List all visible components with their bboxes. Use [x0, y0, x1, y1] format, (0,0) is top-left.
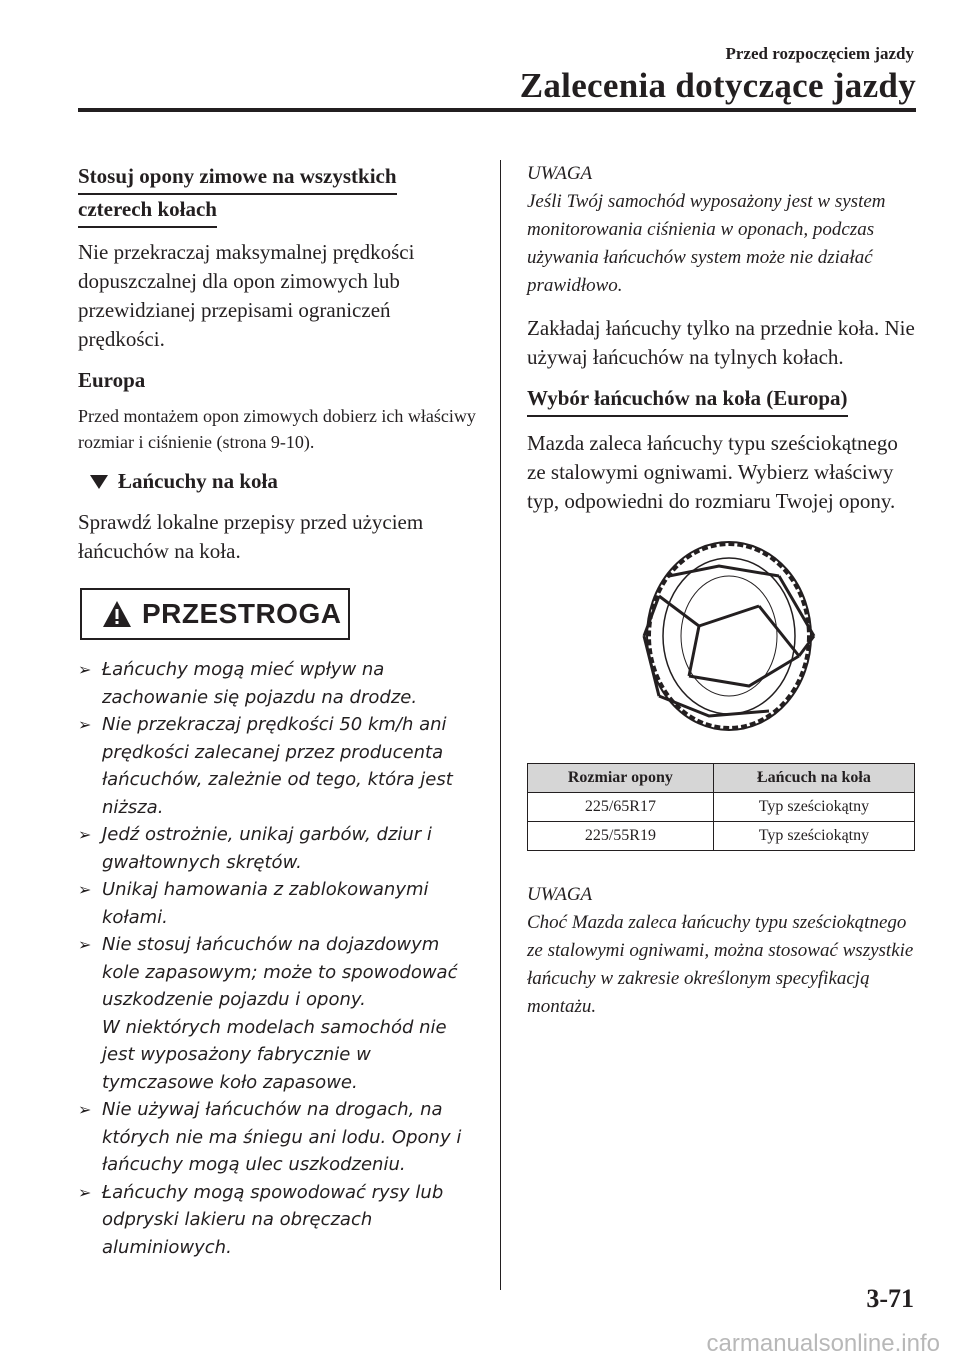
- page-number: 3-71: [866, 1284, 914, 1313]
- triangle-bullet-icon: [90, 475, 108, 489]
- chains-paragraph: Sprawdź lokalne przepisy przed użyciem łańcuchów na koła.: [78, 510, 424, 563]
- table-cell: Typ sześciokątny: [713, 822, 914, 851]
- note-text: Choć Mazda zaleca łańcuchy typu sześciokątnego ze stalowymi ogniwami, można stosować wszystkie łańcuchy w zakresie określonym specyfikacją montażu.: [527, 912, 914, 1017]
- winter-tires-paragraph: Nie przekraczaj maksymalnej prędkości dopuszczalnej dla opon zimowych lub przewidzianej przepisami ograniczeń prędkości.: [78, 240, 415, 351]
- caution-item: ➢ Nie stosuj łańcuchów na dojazdowym kole zapasowym; może to spowodować uszkodzenie pojazdu i opony. W niektórych modelach samochód nie jest wyposażony fabrycznie w tymczasowe koło zapasowe.: [78, 931, 478, 1096]
- arrow-bullet-icon: ➢: [78, 825, 92, 844]
- arrow-bullet-icon: ➢: [78, 1100, 92, 1119]
- front-wheels-paragraph: Zakładaj łańcuchy tylko na przednie koła. Nie używaj łańcuchów na tylnych kołach.: [527, 316, 915, 369]
- note-label: UWAGA: [527, 884, 593, 905]
- table-header-row: [528, 764, 915, 793]
- arrow-bullet-icon: ➢: [78, 1182, 92, 1202]
- right-column: [527, 160, 917, 1021]
- arrow-bullet-icon: ➢: [78, 660, 92, 679]
- watermark: carmanualsonline.info: [706, 1330, 940, 1357]
- tire-chain-illustration: [629, 536, 829, 736]
- note-text: Jeśli Twój samochód wyposażony jest w system monitorowania ciśnienia w oponach, podczas używania łańcuchów system może nie działać prawidłowo.: [527, 191, 886, 296]
- caution-item: ➢ Łańcuchy mogą mieć wpływ na zachowanie się pojazdu na drodze.: [78, 656, 478, 711]
- arrow-bullet-icon: ➢: [78, 715, 92, 734]
- header-rule: [78, 108, 916, 112]
- table-header: Łańcuch na koła: [713, 764, 914, 793]
- caution-list: [78, 656, 478, 1261]
- column-divider: [500, 160, 501, 1290]
- tire-chain-table: [527, 763, 915, 851]
- winter-tires-subheading: Stosuj opony zimowe na wszystkich czterech kołach: [78, 162, 478, 228]
- note-label: UWAGA: [527, 163, 593, 184]
- table-cell: Typ sześciokątny: [713, 793, 914, 822]
- arrow-bullet-icon: ➢: [78, 880, 92, 899]
- warning-triangle-icon: [102, 600, 132, 628]
- table-row: [528, 793, 915, 822]
- caution-item: ➢ Nie używaj łańcuchów na drogach, na których nie ma śniegu ani lodu. Opony i łańcuchy mogą ulec uszkodzeniu.: [78, 1096, 478, 1179]
- europa-text: Przed montażem opon zimowych dobierz ich właściwy rozmiar i ciśnienie (strona 9-10).: [78, 406, 476, 452]
- chain-selection-subheading: Wybór łańcuchów na koła (Europa): [527, 384, 917, 417]
- caution-label: PRZESTROGA: [142, 598, 342, 629]
- table-cell: 225/65R17: [528, 793, 714, 822]
- caution-item: ➢ Łańcuchy mogą spowodować rysy lub odpryski lakieru na obręczach aluminiowych.: [78, 1179, 478, 1262]
- page-title: Zalecenia dotyczące jazdy: [519, 66, 916, 105]
- chains-heading: Łańcuchy na koła: [78, 469, 478, 494]
- caution-item: ➢ Nie przekraczaj prędkości 50 km/h ani prędkości zalecanej przez producenta łańcuchów, zależnie od tego, która jest niższa.: [78, 711, 478, 821]
- table-row: [528, 822, 915, 851]
- caution-item: ➢ Jedź ostrożnie, unikaj garbów, dziur i gwałtownych skrętów.: [78, 821, 478, 876]
- header-section: Przed rozpoczęciem jazdy: [725, 44, 914, 63]
- table-header: Rozmiar opony: [528, 764, 714, 793]
- arrow-bullet-icon: ➢: [78, 935, 92, 954]
- caution-box: [80, 588, 350, 640]
- left-column: [78, 162, 478, 1261]
- table-cell: 225/55R19: [528, 822, 714, 851]
- europa-label: Europa: [78, 368, 146, 392]
- mazda-recommendation-paragraph: Mazda zaleca łańcuchy typu sześciokątnego ze stalowymi ogniwami. Wybierz właściwy typ, odpowiedni do rozmiaru Twojej opony.: [527, 431, 898, 513]
- caution-item: ➢ Unikaj hamowania z zablokowanymi kołami.: [78, 876, 478, 931]
